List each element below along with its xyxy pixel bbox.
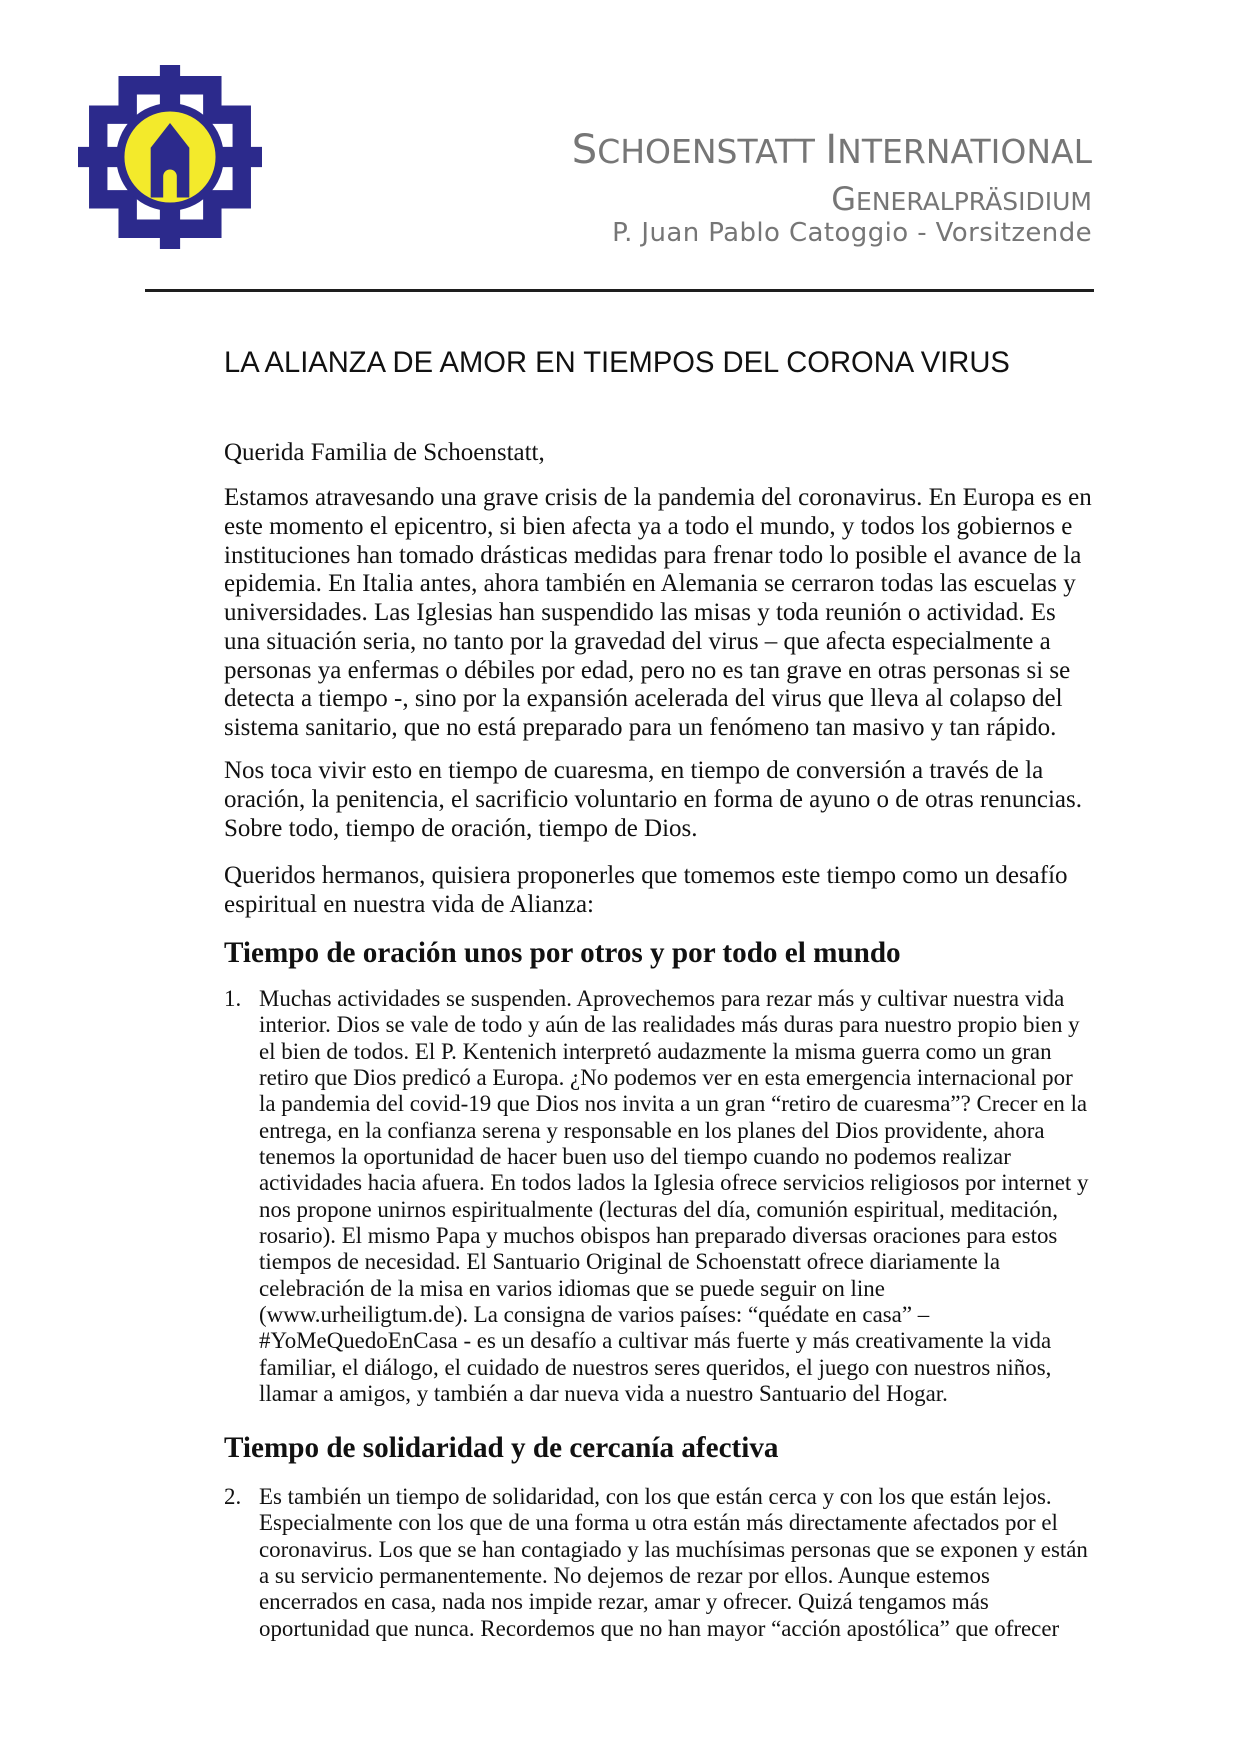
body-paragraph (224, 484, 1092, 743)
item-text (259, 986, 1088, 1408)
paragraph-line: personas ya enfermas o débiles por edad, pero no es tan grave en otras personas si se (224, 656, 1071, 684)
logo-shrine-door (163, 170, 177, 198)
schoenstatt-logo-icon (78, 65, 262, 249)
item-number: 2. (224, 1484, 242, 1509)
organization-name-word: INTERNATIONAL (825, 127, 1092, 173)
item-line: a su servicio permanentemente. No dejemos de rezar por ellos. Aunque estemos (259, 1563, 990, 1589)
numbered-item (224, 1484, 1088, 1642)
item-line: rosario). El mismo Papa y muchos obispos han preparado diversas oraciones para estos (259, 1223, 1058, 1249)
paragraph-line: detecta a tiempo -, sino por la expansión acelerada del virus que lleva al colapso del (224, 685, 1063, 713)
paragraph-line: instituciones han tomado drásticas medidas para frenar todo lo posible el avance de la (224, 541, 1082, 569)
item-line: tiempos de necesidad. El Santuario Original de Schoenstatt ofrece diariamente la (259, 1249, 1001, 1275)
item-line: Especialmente con los que de una forma u otra están más directamente afectados por el (259, 1510, 1058, 1536)
document-title: LA ALIANZA DE AMOR EN TIEMPOS DEL CORONA VIRUS (224, 347, 1010, 379)
item-line: coronavirus. Los que se han contagiado y las muchísimas personas que se exponen y están (259, 1536, 1088, 1562)
item-line: la pandemia del covid-19 que Dios nos invita a un gran “retiro de cuaresma”? Crecer en la (259, 1091, 1088, 1117)
item-line: oportunidad que nunca. Recordemos que no han mayor “acción apostólica” que ofrecer (259, 1615, 1060, 1641)
paragraph-line: oración, la penitencia, el sacrificio voluntario en forma de ayuno o de otras renuncias. (224, 785, 1082, 813)
paragraph-line: Nos toca vivir esto en tiempo de cuaresma, en tiempo de conversión a través de la (224, 757, 1044, 784)
paragraph-line: este momento el epicentro, si bien afecta ya a todo el mundo, y todos los gobiernos e (224, 512, 1073, 540)
item-line: llamar a amigos, y también a dar nueva vida a nuestro Santuario del Hogar. (259, 1381, 948, 1407)
department-name (831, 181, 1092, 220)
body-paragraph (224, 757, 1082, 843)
section-heading: Tiempo de solidaridad y de cercanía afectiva (224, 1432, 779, 1464)
paragraph-line: universidades. Las Iglesias han suspendido las misas y toda reunión o actividad. Es (224, 599, 1056, 626)
item-line: actividades hacia afuera. En todos lados la Iglesia ofrece servicios religiosos por internet y (259, 1170, 1089, 1196)
body-paragraph (224, 862, 1068, 920)
item-line: celebración de la misa en varios idiomas que se puede seguir on line (259, 1275, 885, 1301)
paragraph-line: epidemia. En Italia antes, ahora también en Alemania se cerraron todas las escuelas y (224, 570, 1076, 598)
organization-name-word: SCHOENSTATT (571, 127, 815, 173)
signatory-name: P. Juan Pablo Catoggio - Vorsitzende (612, 218, 1092, 248)
item-line: entrega, en la confianza serena y responsable en los planes del Dios providente, ahora (259, 1117, 1045, 1143)
paragraph-line: Estamos atravesando una grave crisis de la pandemia del coronavirus. En Europa es en (224, 484, 1092, 511)
item-line: (www.urheiligtum.de). La consigna de varios países: “quédate en casa” – (259, 1302, 930, 1328)
numbered-item (224, 986, 1088, 1408)
item-number: 1. (224, 986, 242, 1011)
item-line: interior. Dios se vale de todo y aún de las realidades más duras para nuestro propio bien y (259, 1012, 1080, 1038)
item-line: encerrados en casa, nada nos impide rezar, amar y ofrecer. Quizá tengamos más (259, 1589, 989, 1615)
paragraph-line: Sobre todo, tiempo de oración, tiempo de Dios. (224, 814, 698, 842)
department-name-text: GENERALPRÄSIDIUM (831, 180, 1092, 218)
item-line: el bien de todos. El P. Kentenich interpretó audazmente la misma guerra como un gran (259, 1038, 1052, 1064)
item-text (259, 1484, 1088, 1642)
organization-name (572, 126, 1092, 176)
salutation: Querida Familia de Schoenstatt, (224, 439, 545, 466)
paragraph-line: sistema sanitario, que no está preparado para un fenómeno tan masivo y tan rápido. (224, 714, 1057, 741)
item-line: Muchas actividades se suspenden. Aprovechemos para rezar más y cultivar nuestra vida (259, 986, 1065, 1011)
item-line: familiar, el diálogo, el cuidado de nuestros seres queridos, el juego con nuestros niños, (259, 1354, 1052, 1380)
item-line: nos propone unirnos espiritualmente (lecturas del día, comunión espiritual, meditación, (259, 1196, 1058, 1222)
header-divider (145, 289, 1094, 292)
paragraph-line: Queridos hermanos, quisiera proponerles que tomemos este tiempo como un desafío (224, 862, 1068, 889)
item-line: Es también un tiempo de solidaridad, con los que están cerca y con los que están lejos. (259, 1484, 1052, 1509)
item-line: #YoMeQuedoEnCasa - es un desafío a cultivar más fuerte y más creativamente la vida (259, 1328, 1052, 1354)
paragraph-line: espiritual en nuestra vida de Alianza: (224, 890, 595, 918)
section-heading: Tiempo de oración unos por otros y por todo el mundo (224, 937, 901, 969)
item-line: tenemos la oportunidad de hacer buen uso del tiempo cuando no podemos realizar (259, 1144, 1011, 1170)
item-line: retiro que Dios predicó a Europa. ¿No podemos ver en esta emergencia internacional por (259, 1065, 1073, 1091)
paragraph-line: una situación seria, no tanto por la gravedad del virus – que afecta especialmente a (224, 627, 1051, 655)
